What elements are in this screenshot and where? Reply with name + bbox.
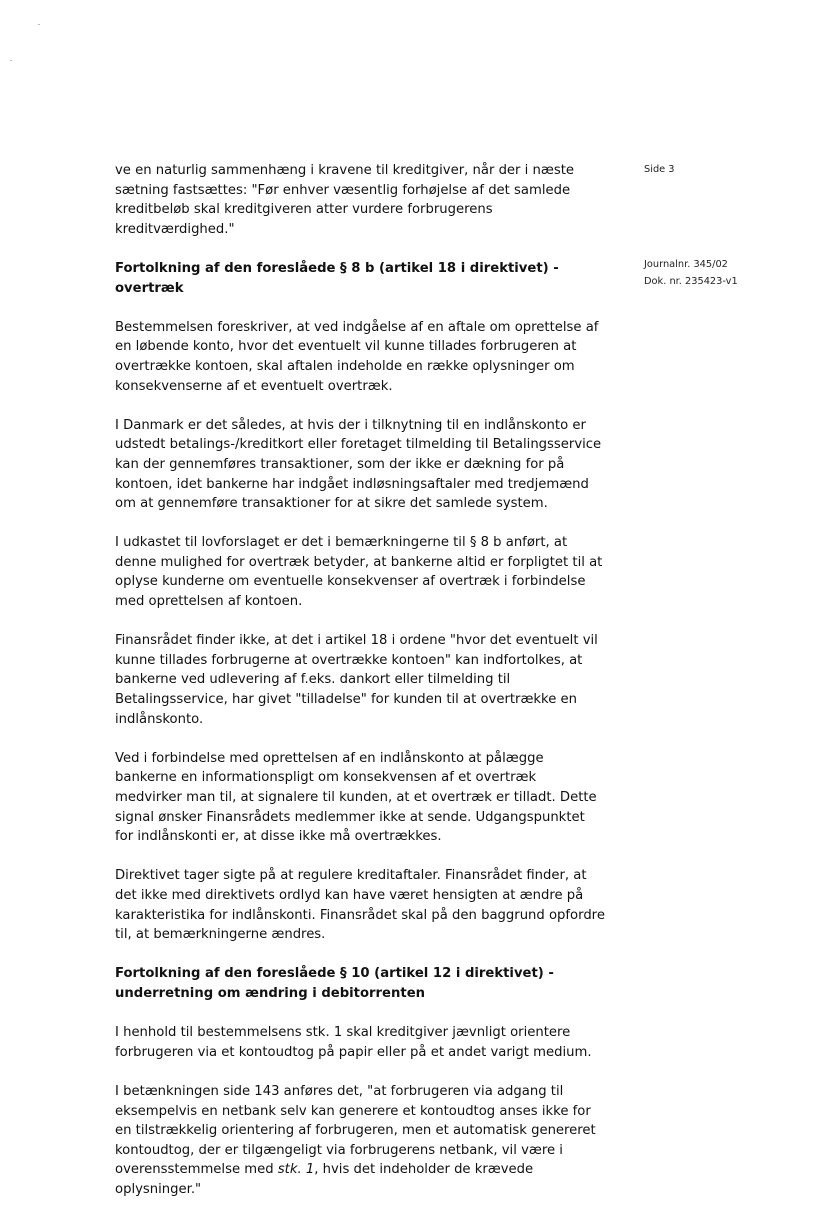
paragraph-text: I betænkningen side 143 anføres det, "at forbrugeren via adgang til eksempelvis en netbank selv kan generere et kontoudtog anses ikke for en tilstrækkelig orientering af forbrugeren, men et automatisk genereret kontoudtog, der er tilgængeligt via forbrugerens netbank, vil være i overensstemmelse med — [115, 1083, 596, 1178]
paragraph: I udkastet til lovforslaget er det i bemærkningerne til § 8 b anført, at denne mulighed for overtræk betyder, at bankerne altid er forpligtet til at oplyse kunderne om eventuelle konsekvenser af overtræk i forbindelse med oprettelsen af kontoen. — [115, 535, 603, 610]
document-body — [115, 161, 605, 1219]
paragraph: I Danmark er det således, at hvis der i tilknytning til en indlånskonto er udstedt betalings-/kreditkort eller foretaget tilmelding til Betalingsservice kan der gennemføres transaktioner, som der ikke er dækning for på kontoen, idet bankerne har indgået indløsningsaftaler med tredjemænd om at gennemføre transaktioner for at sikre det samlede system. — [115, 417, 602, 512]
paragraph: Bestemmelsen foreskriver, at ved indgåelse af en aftale om oprettelse af en løbende konto, hvor det eventuelt vil kunne tillades forbrugeren at overtrække kontoen, skal aftalen indeholde en række oplysninger om konsekvenserne af et eventuelt overtræk. — [115, 319, 599, 394]
page-number-label: Side 3 — [644, 164, 675, 175]
page-number — [644, 161, 794, 178]
paragraph: Finansrådet finder ikke, at det i artikel 18 i ordene "hvor det eventuelt vil kunne tillades forbrugerne at overtrække kontoen" kan indfortolkes, at bankerne ved udlevering af f.eks. dankort eller tilmelding til Betalingsservice, har givet "tilladelse" for kunden til at overtrække en indlånskonto. — [115, 633, 598, 727]
paragraph: Direktivet tager sigte på at regulere kreditaftaler. Finansrådet finder, at det ikke med direktivets ordlyd kan have været hensigten at ændre på karakteristika for indlånskonti. Finansrådet skal på den baggrund opfordre til, at bemærkningerne ændres. — [115, 868, 605, 943]
paragraph: Ved i forbindelse med oprettelsen af en indlånskonto at pålægge bankerne en informationspligt om konsekvensen af et overtræk medvirker man til, at signalere til kunden, at et overtræk er tilladt. Dette signal ønsker Finansrådets medlemmer ikke at sende. Udgangspunktet for indlånskonti er, at disse ikke må overtrækkes. — [115, 750, 597, 845]
section-heading: Fortolkning af den foreslåede § 8 b (artikel 18 i direktivet) - overtræk — [115, 260, 559, 296]
scan-speck — [38, 24, 40, 25]
paragraph: I henhold til bestemmelsens stk. 1 skal kreditgiver jævnligt orientere forbrugeren via et kontoudtog på papir eller på et andet varigt medium. — [115, 1025, 592, 1060]
paragraph: ve en naturlig sammenhæng i kravene til kreditgiver, når der i næste sætning fastsættes: "Før enhver væsentlig forhøjelse af det samlede kreditbeløb skal kreditgiveren atter vurdere forbrugerens kreditværdighed." — [115, 163, 574, 237]
paragraph — [115, 1082, 605, 1200]
document-number: Dok. nr. 235423-v1 — [644, 276, 738, 287]
scan-speck — [10, 60, 12, 61]
section-heading: Fortolkning af den foreslåede § 10 (artikel 12 i direktivet) - underretning om ændring i debitorrenten — [115, 966, 554, 1001]
paragraph-text: , hvis det indeholder de krævede oplysninger." — [115, 1162, 534, 1197]
journal-number: Journalnr. 345/02 — [644, 259, 728, 270]
document-references — [644, 256, 794, 290]
emphasis-reference: stk. 1 — [277, 1162, 315, 1178]
